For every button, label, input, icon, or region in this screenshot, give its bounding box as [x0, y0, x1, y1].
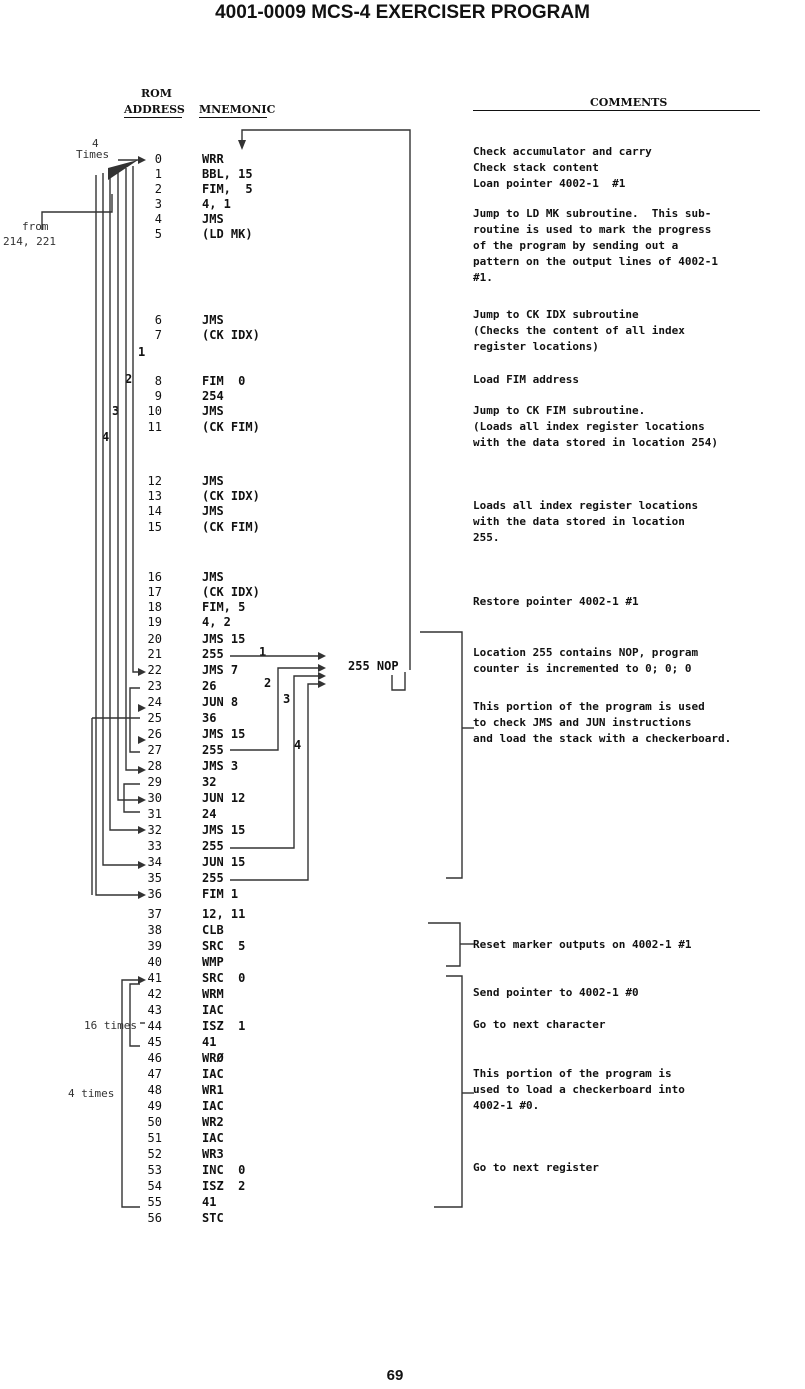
rom-address: 2 [154, 182, 162, 196]
rom-address: 18 [147, 600, 162, 614]
mnemonic: JMS [202, 570, 224, 584]
rom-address: 56 [147, 1211, 162, 1225]
arrow-head-28 [138, 766, 146, 774]
rom-address: 0 [154, 152, 162, 166]
rom-address: 50 [147, 1115, 162, 1129]
rom-address: 25 [147, 711, 162, 725]
arrow-head-22 [138, 668, 146, 676]
mnemonic: 26 [202, 679, 217, 693]
mnemonic-header: MNEMONIC [199, 103, 276, 116]
rom-address: 8 [154, 374, 162, 388]
arrow-head-0 [138, 156, 146, 164]
mnemonic: ISZ 1 [202, 1019, 246, 1033]
mnemonic: JUN 8 [202, 695, 239, 709]
comment-line: and load the stack with a checkerboard. [473, 732, 732, 745]
rom-address: 48 [147, 1083, 162, 1097]
mnemonic: WR3 [202, 1147, 224, 1161]
rom-address: 28 [147, 759, 162, 773]
comment-line: Restore pointer 4002-1 #1 [473, 595, 639, 608]
from-bracket-line [42, 194, 112, 230]
arrow-head-24 [138, 704, 146, 712]
loop-4-times [122, 980, 140, 1207]
rom-address: 15 [147, 520, 162, 534]
loop-number-1: 1 [138, 345, 146, 359]
rom-address: 26 [147, 727, 162, 741]
arrow-head-34 [138, 861, 146, 869]
rom-address: 4 [154, 212, 162, 226]
mnemonic: CLB [202, 923, 224, 937]
comment-line: Go to next character [473, 1018, 606, 1031]
rom-address: 22 [147, 663, 162, 677]
mnemonic: JMS [202, 313, 224, 327]
rom-address: 29 [147, 775, 162, 789]
page-title: 4001-0009 MCS-4 EXERCISER PROGRAM [215, 2, 590, 23]
comment-line: Location 255 contains NOP, program [473, 646, 699, 659]
rom-address: 3 [154, 197, 162, 211]
rom-address: 14 [147, 504, 162, 518]
bracket-reset [428, 923, 460, 966]
arrow-head-41 [138, 976, 146, 984]
mnemonic: 12, 11 [202, 907, 246, 921]
comment-line: (Loads all index register locations [473, 420, 705, 433]
comment-line: Check stack content [473, 161, 599, 174]
mnemonic: JMS [202, 212, 224, 226]
loop-16-times [130, 984, 140, 1046]
comment-line: routine is used to mark the progress [473, 223, 712, 236]
mnemonic: BBL, 15 [202, 167, 253, 181]
arrow-head-36 [138, 891, 146, 899]
rom-address: 52 [147, 1147, 162, 1161]
rom-address: 13 [147, 489, 162, 503]
arrow-head-32 [138, 826, 146, 834]
comment-line: Load FIM address [473, 373, 579, 386]
mnemonic: JMS [202, 504, 224, 518]
jump-number-1: 1 [259, 645, 267, 659]
rom-address: 7 [154, 328, 162, 342]
mnemonic: 41 [202, 1035, 217, 1049]
mnemonic: WR2 [202, 1115, 224, 1129]
mnemonic: STC [202, 1211, 224, 1225]
rom-address: 1 [154, 167, 162, 181]
comment-line: pattern on the output lines of 4002-1 [473, 255, 719, 268]
mnemonic: FIM, 5 [202, 182, 253, 196]
arrow-head-nop-3 [318, 672, 326, 680]
rom-address: 46 [147, 1051, 162, 1065]
mnemonic: JMS [202, 404, 224, 418]
rom-address: 42 [147, 987, 162, 1001]
mnemonic: WMP [202, 955, 224, 969]
rom-address: 21 [147, 647, 162, 661]
mnemonic: JMS 15 [202, 632, 246, 646]
arrow-head-nop-1 [318, 652, 326, 660]
comment-line: Reset marker outputs on 4002-1 #1 [473, 938, 692, 951]
comment-line: Loan pointer 4002-1 #1 [473, 177, 626, 190]
mnemonic: WRR [202, 152, 224, 166]
mnemonic: 4, 2 [202, 615, 231, 629]
bracket-jms-jun [420, 632, 462, 878]
mnemonic: JMS 15 [202, 727, 246, 741]
bracket-checkerboard [434, 976, 462, 1207]
rom-address: 30 [147, 791, 162, 805]
comment-line: Jump to LD MK subroutine. This sub- [473, 207, 712, 220]
comment-line: to check JMS and JUN instructions [473, 716, 692, 729]
arrow-head-26 [138, 736, 146, 744]
comment-line: #1. [473, 271, 493, 284]
rom-address: 45 [147, 1035, 162, 1049]
loop-line-0 [126, 168, 138, 770]
nop-to-zero-line [242, 130, 410, 670]
comment-line: used to load a checkerboard into [473, 1083, 685, 1096]
mnemonic: (CK IDX) [202, 489, 260, 503]
mnemonic: IAC [202, 1003, 224, 1017]
comment-line: Loads all index register locations [473, 499, 699, 512]
times-label: Times [76, 148, 110, 161]
mnemonic: (CK IDX) [202, 585, 260, 599]
mnemonic: 255 [202, 743, 224, 757]
mnemonic: 255 [202, 871, 224, 885]
rom-address: 36 [147, 887, 162, 901]
mnemonic: IAC [202, 1067, 224, 1081]
rom-address: 6 [154, 313, 162, 327]
times-count-label: 4 [92, 137, 99, 150]
mnemonic: IAC [202, 1131, 224, 1145]
comment-line: counter is incremented to 0; 0; 0 [473, 662, 692, 675]
comment-line: 4002-1 #0. [473, 1099, 540, 1112]
mnemonic: ISZ 2 [202, 1179, 246, 1193]
rom-address: 51 [147, 1131, 162, 1145]
rom-address: 35 [147, 871, 162, 885]
loop-line-2 [110, 172, 138, 830]
rom-address: 5 [154, 227, 162, 241]
four-times-label: 4 times [68, 1087, 115, 1100]
comment-line: Jump to CK FIM subroutine. [473, 404, 646, 417]
page-number: 69 [386, 1367, 404, 1384]
arrow-head-30 [138, 796, 146, 804]
mnemonic: JUN 12 [202, 791, 246, 805]
rom-address: 16 [147, 570, 162, 584]
loop-line-22 [133, 166, 138, 672]
rom-address: 33 [147, 839, 162, 853]
rom-address: 38 [147, 923, 162, 937]
jump-number-2: 2 [264, 676, 272, 690]
mnemonic: 24 [202, 807, 217, 821]
jump-number-4: 4 [294, 738, 302, 752]
loop-line-1 [118, 170, 138, 800]
comment-line: of the program by sending out a [473, 239, 679, 252]
mnemonic: 32 [202, 775, 217, 789]
mnemonic: IAC [202, 1099, 224, 1113]
mnemonic: WRM [202, 987, 224, 1001]
rom-header: ROM [141, 87, 172, 100]
mnemonic: (CK FIM) [202, 520, 260, 534]
address-header: ADDRESS [124, 103, 185, 116]
rom-address: 47 [147, 1067, 162, 1081]
rom-address: 17 [147, 585, 162, 599]
comment-line: This portion of the program is [473, 1067, 672, 1080]
mnemonic: SRC 0 [202, 971, 246, 985]
mnemonic: 254 [202, 389, 224, 403]
comments-header: COMMENTS [590, 96, 668, 109]
rom-address: 40 [147, 955, 162, 969]
nop-return-line [392, 672, 405, 690]
rom-address: 12 [147, 474, 162, 488]
comment-line: with the data stored in location 254) [473, 436, 719, 449]
rom-address: 37 [147, 907, 162, 921]
mnemonic: JMS [202, 474, 224, 488]
mnemonic: JMS 3 [202, 759, 239, 773]
mnemonic: JMS 7 [202, 663, 239, 677]
comment-line: 255. [473, 531, 500, 544]
jump-number-3: 3 [283, 692, 291, 706]
arrow-head-nop-2 [318, 664, 326, 672]
loop-number-3: 3 [112, 404, 120, 418]
rom-address: 49 [147, 1099, 162, 1113]
rom-address: 9 [154, 389, 162, 403]
mnemonic: WRØ [202, 1051, 224, 1065]
mnemonic: 4, 1 [202, 197, 231, 211]
rom-address: 41 [147, 971, 162, 985]
loop-number-2: 2 [125, 372, 133, 386]
rom-address: 53 [147, 1163, 162, 1177]
rom-address: 20 [147, 632, 162, 646]
from-addresses-label: 214, 221 [3, 235, 56, 248]
mnemonic: FIM 1 [202, 887, 239, 901]
rom-address: 43 [147, 1003, 162, 1017]
mnemonic: JMS 15 [202, 823, 246, 837]
loop-number-4: 4 [102, 430, 110, 444]
comment-line: Go to next register [473, 1161, 599, 1174]
from-label: from [22, 220, 49, 233]
mnemonic: 41 [202, 1195, 217, 1209]
mnemonic: (CK IDX) [202, 328, 260, 342]
rom-address: 54 [147, 1179, 162, 1193]
arrow-head-nop-4 [318, 680, 326, 688]
mnemonic: FIM 0 [202, 374, 246, 388]
mnemonic: JUN 15 [202, 855, 246, 869]
rom-address: 32 [147, 823, 162, 837]
comment-line: Jump to CK IDX subroutine [473, 308, 639, 321]
rom-address: 11 [147, 420, 162, 434]
rom-address: 31 [147, 807, 162, 821]
arrow-head-top [238, 140, 246, 150]
mnemonic: 255 [202, 647, 224, 661]
rom-address: 24 [147, 695, 162, 709]
rom-address: 27 [147, 743, 162, 757]
mnemonic: (LD MK) [202, 227, 253, 241]
rom-address: 39 [147, 939, 162, 953]
rom-address: 23 [147, 679, 162, 693]
comment-line: Check accumulator and carry [473, 145, 652, 158]
rom-address: 44 [147, 1019, 162, 1033]
mnemonic: INC 0 [202, 1163, 246, 1177]
comment-line: (Checks the content of all index [473, 324, 685, 337]
comment-line: with the data stored in location [473, 515, 685, 528]
rom-address: 34 [147, 855, 162, 869]
rom-address: 55 [147, 1195, 162, 1209]
nop-label: 255 NOP [348, 659, 399, 673]
mnemonic: 255 [202, 839, 224, 853]
bracket-29-31 [124, 784, 140, 812]
mnemonic: FIM, 5 [202, 600, 246, 614]
comment-line: Send pointer to 4002-1 #0 [473, 986, 639, 999]
jump-line-4 [230, 684, 322, 880]
rom-address: 10 [147, 404, 162, 418]
mnemonic: SRC 5 [202, 939, 246, 953]
comment-line: register locations) [473, 340, 599, 353]
comment-line: This portion of the program is used [473, 700, 705, 713]
mnemonic: WR1 [202, 1083, 224, 1097]
rom-address: 19 [147, 615, 162, 629]
mnemonic: 36 [202, 711, 217, 725]
mnemonic: (CK FIM) [202, 420, 260, 434]
sixteen-times-label: 16 times [84, 1019, 137, 1032]
